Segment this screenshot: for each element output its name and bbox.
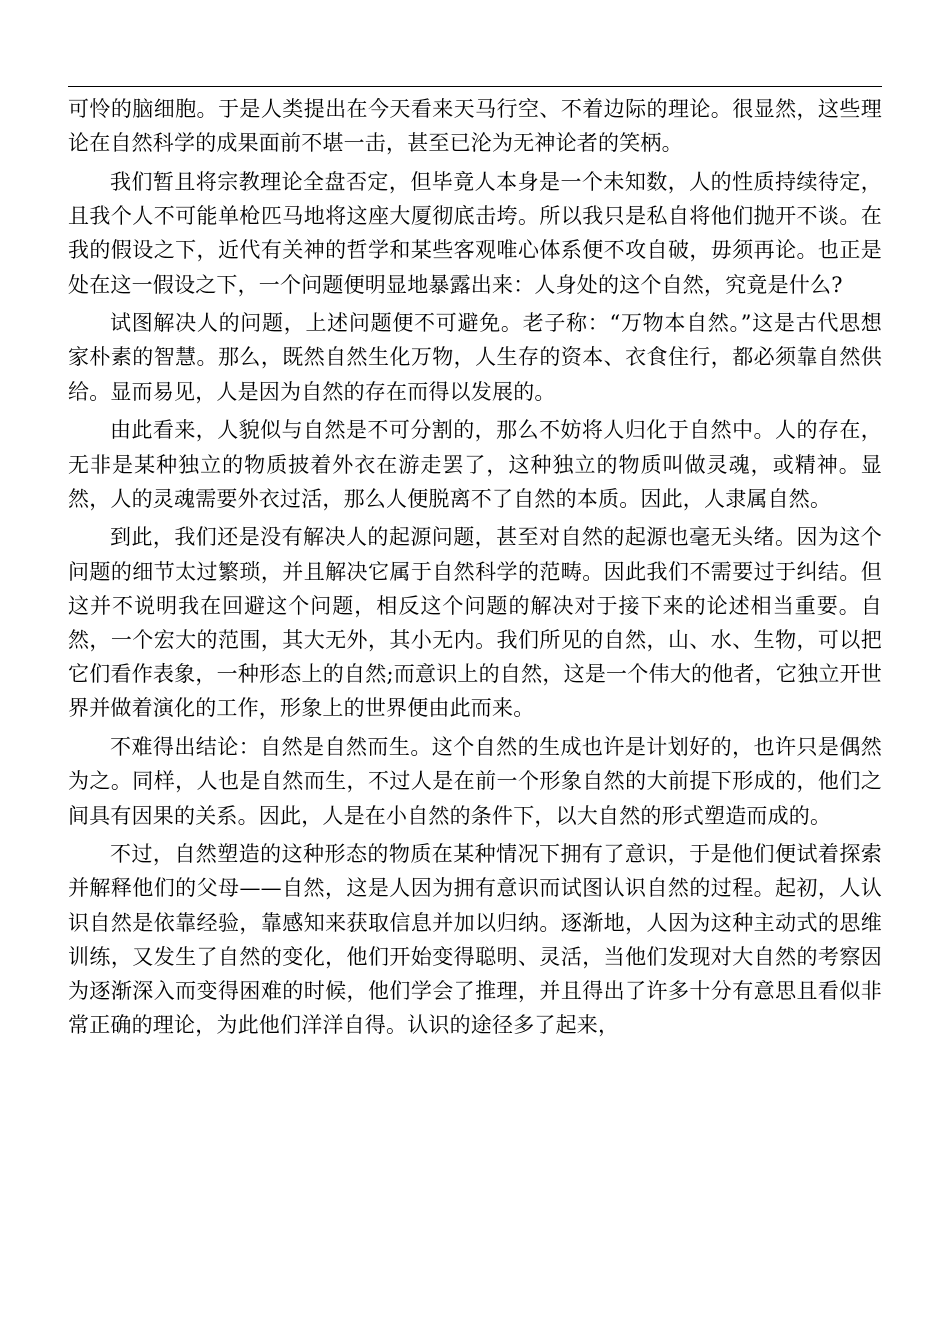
paragraph-4: 由此看来，人貌似与自然是不可分割的，那么不妨将人归化于自然中。人的存在，无非是某种独立的物质披着外衣在游走罢了，这种独立的物质叫做灵魂，或精神。显然，人的灵魂需要外衣过活，那么人便脱离不了自然的本质。因此，人隶属自然。 (68, 418, 882, 511)
paragraph-2: 我们暂且将宗教理论全盘否定，但毕竟人本身是一个未知数，人的性质持续待定，且我个人不可能单枪匹马地将这座大厦彻底击垮。所以我只是私自将他们抛开不谈。在我的假设之下，近代有关神的哲学和某些客观唯心体系便不攻自破，毋须再论。也正是处在这一假设之下，一个问题便明显地暴露出来：人身处的这个自然，究竟是什么? (68, 169, 882, 297)
paragraph-1: 可怜的脑细胞。于是人类提出在今天看来天马行空、不着边际的理论。很显然，这些理论在自然科学的成果面前不堪一击，甚至已沦为无神论者的笑柄。 (68, 97, 882, 156)
header-rule (68, 86, 882, 87)
paragraph-5: 到此，我们还是没有解决人的起源问题，甚至对自然的起源也毫无头绪。因为这个问题的细节太过繁琐，并且解决它属于自然科学的范畴。因此我们不需要过于纠结。但这并不说明我在回避这个问题，相反这个问题的解决对于接下来的论述相当重要。自然，一个宏大的范围，其大无外，其小无内。我们所见的自然，山、水、生物，可以把它们看作表象，一种形态上的自然;而意识上的自然，这是一个伟大的他者，它独立开世界并做着演化的工作，形象上的世界便由此而来。 (68, 525, 882, 721)
paragraph-7: 不过，自然塑造的这种形态的物质在某种情况下拥有了意识，于是他们便试着探索并解释他们的父母——自然，这是人因为拥有意识而试图认识自然的过程。起初，人认识自然是依靠经验，靠感知来获取信息并加以归纳。逐渐地，人因为这种主动式的思维训练，又发生了自然的变化，他们开始变得聪明、灵活，当他们发现对大自然的考察因为逐渐深入而变得困难的时候，他们学会了推理，并且得出了许多十分有意思且看似非常正确的理论，为此他们洋洋自得。认识的途径多了起来， (68, 842, 882, 1038)
body-text (68, 92, 882, 1042)
paragraph-3: 试图解决人的问题，上述问题便不可避免。老子称：“万物本自然。”这是古代思想家朴素的智慧。那么，既然自然生化万物，人生存的资本、衣食住行，都必须靠自然供给。显而易见，人是因为自然的存在而得以发展的。 (68, 311, 882, 404)
paragraph-6: 不难得出结论：自然是自然而生。这个自然的生成也许是计划好的，也许只是偶然为之。同样，人也是自然而生，不过人是在前一个形象自然的大前提下形成的，他们之间具有因果的关系。因此，人是在小自然的条件下，以大自然的形式塑造而成的。 (68, 735, 882, 828)
